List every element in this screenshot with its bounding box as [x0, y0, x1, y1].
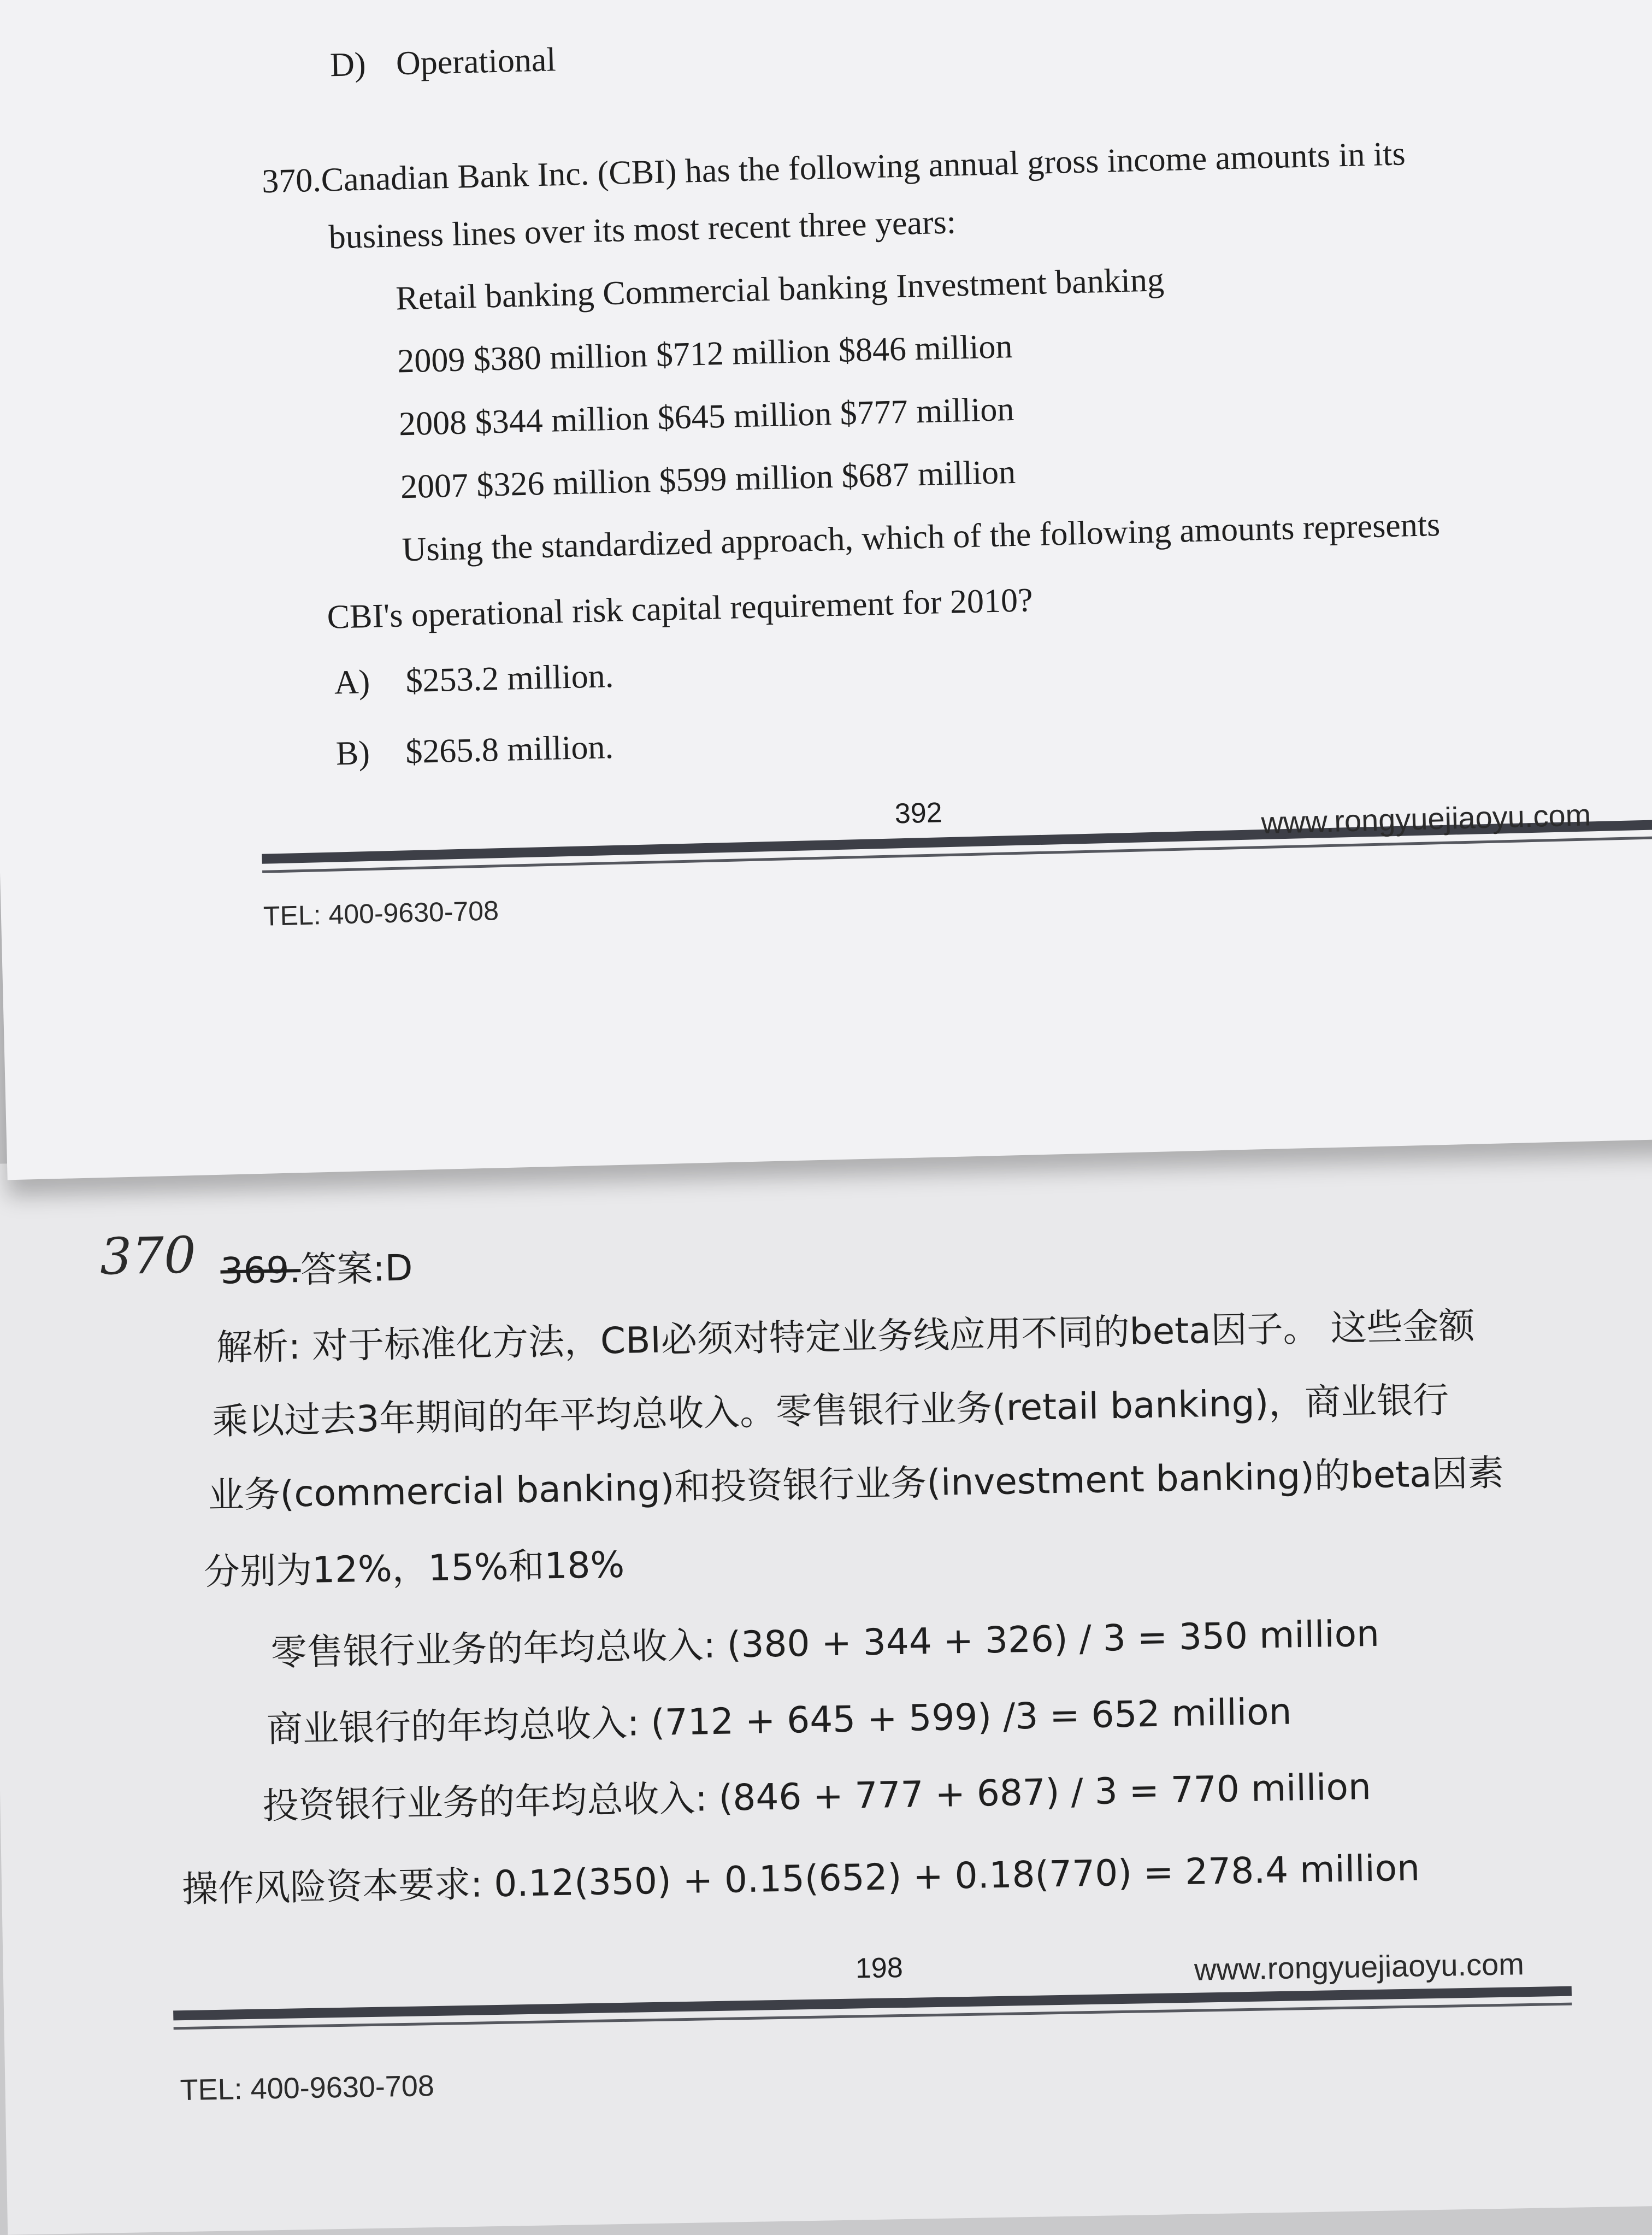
question-line-2: business lines over its most recent three years:: [328, 203, 957, 256]
analysis-line-4: 分别为12%，15%和18%: [203, 1543, 625, 1593]
question-prompt-2: CBI's operational risk capital requirement for 2010?: [326, 581, 1034, 636]
option-d: [329, 40, 556, 85]
option-d-text: Operational: [396, 41, 557, 83]
table-row-2007: 2007 $326 million $599 million $687 million: [400, 453, 1016, 506]
question-line-1: 370.Canadian Bank Inc. (CBI) has the following annual gross income amounts in its: [261, 135, 1406, 201]
tel: TEL: 400-9630-708: [263, 895, 499, 932]
option-a: [334, 657, 614, 702]
result-line: 操作风险资本要求: 0.12(350) + 0.15(652) + 0.18(770) = 278.4 million: [181, 1846, 1420, 1911]
option-d-letter: D): [329, 45, 367, 84]
question-prompt-1: Using the standardized approach, which of the following amounts represents: [401, 505, 1441, 569]
option-b: [335, 728, 614, 773]
analysis-line-2: 乘以过去3年期间的年平均总收入。零售银行业务(retail banking)，商业银行: [211, 1379, 1449, 1443]
analysis-line-1: 解析: 对于标准化方法，CBI必须对特定业务线应用不同的beta因子。 这些金额: [216, 1304, 1476, 1369]
struck-question-number: 369.: [220, 1249, 302, 1292]
table-row-2009: 2009 $380 million $712 million $846 million: [397, 327, 1013, 380]
website: www.rongyuejiaoyu.com: [1260, 797, 1591, 840]
table-row-2008: 2008 $344 million $645 million $777 million: [398, 390, 1015, 443]
option-a-text: $253.2 million.: [405, 657, 614, 700]
option-b-letter: B): [335, 734, 370, 773]
page-number: 392: [894, 797, 943, 830]
handwritten-number: 370: [99, 1226, 197, 1286]
calc-commercial: 商业银行的年均总收入: (712 + 645 + 599) /3 = 652 million: [266, 1690, 1292, 1751]
page-number: 198: [855, 1952, 904, 1985]
option-a-letter: A): [333, 663, 370, 702]
calc-investment: 投资银行业务的年均总收入: (846 + 777 + 687) / 3 = 770 million: [262, 1766, 1372, 1827]
tel: TEL: 400-9630-708: [180, 2069, 435, 2107]
option-b-text: $265.8 million.: [405, 728, 614, 771]
analysis-line-3: 业务(commercial banking)和投资银行业务(investment banking)的beta因素: [207, 1451, 1504, 1517]
bottom-page: [0, 1134, 1652, 2235]
table-header: Retail banking Commercial banking Investment banking: [395, 261, 1165, 317]
answer-label: 答案:D: [300, 1246, 414, 1291]
website: www.rongyuejiaoyu.com: [1194, 1946, 1525, 1987]
answer-line: [220, 1239, 414, 1294]
calc-retail: 零售银行业务的年均总收入: (380 + 344 + 326) / 3 = 350 million: [270, 1612, 1380, 1674]
